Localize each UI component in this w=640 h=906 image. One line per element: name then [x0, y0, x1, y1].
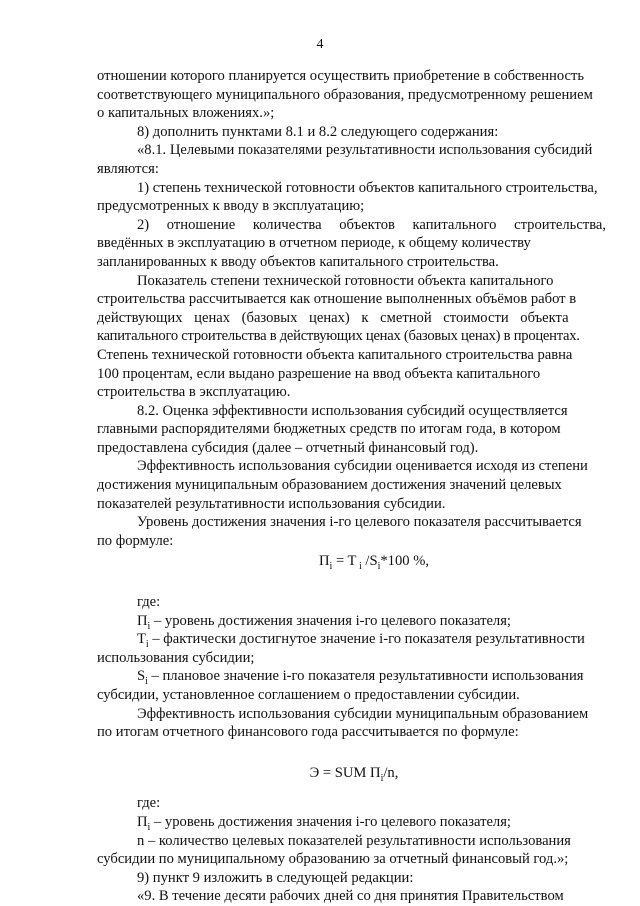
text-line: где: — [137, 594, 161, 611]
text-line: по итогам отчетного финансового года рассчитывается по формуле: — [97, 724, 519, 741]
text-line: Уровень достижения значения i-го целевого показателя рассчитывается — [137, 514, 582, 531]
text-line: 8.2. Оценка эффективности использования субсидий осуществляется — [137, 402, 568, 419]
text-line: являются: — [97, 160, 159, 177]
text-line: 8) дополнить пунктами 8.1 и 8.2 следующего содержания: — [137, 123, 499, 140]
text-line: 100 процентам, если выдано разрешение на ввод объекта капитального — [97, 365, 541, 382]
text-line: запланированных к вводу объектов капитального строительства. — [97, 253, 499, 270]
text-line: отношении которого планируется осуществить приобретение в собственность — [97, 68, 584, 84]
text-line: предусмотренных к вводу в эксплуатацию; — [97, 198, 365, 215]
text-line: субсидии, установленное соглашением о предоставлении субсидии. — [97, 687, 520, 703]
text-line: n – количество целевых показателей результативности использования — [137, 832, 571, 849]
text-line: показателей результативности использования субсидии. — [97, 495, 446, 512]
definition-line: $П_i$ – уровень достижения значения i-го целевого показателя; — [137, 813, 511, 833]
text-line: предоставлена субсидия (далее – отчетный финансовый год). — [97, 439, 479, 456]
text-line: действующих ценах (базовых ценах) к сметной стоимости объекта — [97, 309, 569, 326]
formula-efficiency: Э = SUM $П_i/n$, — [309, 764, 399, 784]
page-number: 4 — [316, 37, 324, 52]
text-line: строительства в эксплуатацию. — [97, 384, 291, 401]
text-line: Эффективность использования субсидии оценивается исходя из степени — [137, 458, 588, 475]
text-line: введённых в эксплуатацию в отчетном периоде, к общему количеству — [97, 235, 531, 252]
text-line: 2) отношение количества объектов капитального строительства, — [137, 216, 607, 233]
text-line: где: — [137, 795, 161, 812]
text-line: о капитальных вложениях.»; — [97, 105, 275, 122]
text-line: соответствующего муниципального образования, предусмотренному решением — [97, 86, 593, 103]
text-line: «9. В течение десяти рабочих дней со дня принятия Правительством — [137, 888, 564, 905]
text-line: по формуле: — [97, 532, 174, 549]
text-line: достижения муниципальным образованием достижения значений целевых — [97, 477, 562, 494]
text-line: 9) пункт 9 изложить в следующей редакции: — [137, 869, 414, 886]
definition-line: $П_i$ – уровень достижения значения i-го целевого показателя; — [137, 612, 511, 632]
text-line: главными распорядителями бюджетных средств по итогам года, в котором — [97, 421, 561, 438]
text-line: строительства рассчитывается как отношение выполненных объёмов работ в — [97, 291, 577, 308]
text-line: использования субсидии; — [97, 649, 255, 666]
document-body — [97, 67, 611, 906]
text-line: Эффективность использования субсидии муниципальным образованием — [137, 705, 589, 722]
text-line: 1) степень технической готовности объектов капитального строительства, — [137, 179, 598, 196]
text-line: Степень технической готовности объекта капитального строительства равна — [97, 346, 573, 363]
text-line: субсидии по муниципальному образованию за отчетный финансовый год.»; — [97, 851, 569, 868]
text-line: капитального строительства в действующих ценах (базовых ценах) в процентах. — [97, 328, 580, 345]
definition-line: $T_i$ – фактически достигнутое значение i-го показателя результативности — [137, 631, 585, 651]
text-line: Показатель степени технической готовности объекта капитального — [137, 272, 554, 289]
text-line: «8.1. Целевыми показателями результативности использования субсидий — [137, 142, 593, 159]
formula-achievement-level: $П_i = T$ $_i$ $/S_i*100$ %, — [318, 553, 430, 573]
definition-line: $S_i$ – плановое значение i-го показателя результативности использования — [137, 668, 584, 688]
